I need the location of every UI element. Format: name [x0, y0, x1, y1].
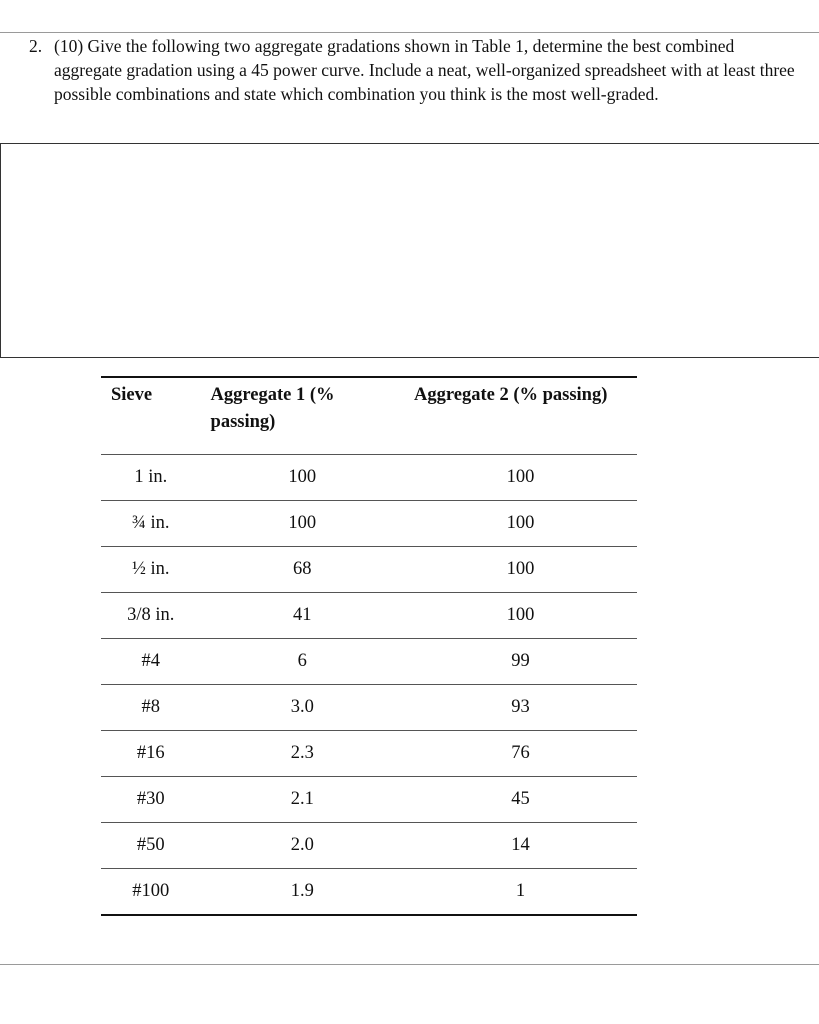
table-row [101, 639, 637, 685]
aggregate-2-cell: 76 [404, 731, 637, 777]
sieve-cell: ¾ in. [101, 501, 201, 547]
aggregate-1-cell: 2.1 [201, 777, 404, 823]
gradation-table [101, 376, 637, 916]
table-row [101, 685, 637, 731]
aggregate-2-cell: 99 [404, 639, 637, 685]
aggregate-2-cell: 45 [404, 777, 637, 823]
aggregate-2-cell: 14 [404, 823, 637, 869]
sieve-cell: ½ in. [101, 547, 201, 593]
aggregate-2-cell: 1 [404, 869, 637, 916]
bottom-divider [0, 964, 819, 965]
table-row [101, 547, 637, 593]
top-divider [0, 32, 819, 33]
sieve-cell: #100 [101, 869, 201, 916]
question-block [29, 34, 799, 106]
header-aggregate-1: Aggregate 1 (% passing) [201, 377, 404, 455]
header-aggregate-2: Aggregate 2 (% passing) [404, 377, 637, 455]
sieve-cell: #50 [101, 823, 201, 869]
table-row [101, 777, 637, 823]
sieve-cell: #30 [101, 777, 201, 823]
aggregate-1-cell: 3.0 [201, 685, 404, 731]
aggregate-1-cell: 100 [201, 501, 404, 547]
sieve-cell: 1 in. [101, 455, 201, 501]
table-row [101, 501, 637, 547]
sieve-cell: #16 [101, 731, 201, 777]
sieve-cell: #4 [101, 639, 201, 685]
aggregate-2-cell: 100 [404, 501, 637, 547]
table-row [101, 593, 637, 639]
table-row [101, 823, 637, 869]
table-row [101, 455, 637, 501]
aggregate-1-cell: 1.9 [201, 869, 404, 916]
question-text: (10) Give the following two aggregate gradations shown in Table 1, determine the best combined aggregate gradation using a 45 power curve. Include a neat, well-organized spreadsheet with at least three possible combinations and state which combination you think is the most well-graded. [54, 36, 795, 104]
sieve-cell: 3/8 in. [101, 593, 201, 639]
aggregate-1-cell: 100 [201, 455, 404, 501]
table-header-row [101, 377, 637, 455]
sieve-cell: #8 [101, 685, 201, 731]
aggregate-1-cell: 2.0 [201, 823, 404, 869]
aggregate-1-cell: 6 [201, 639, 404, 685]
aggregate-1-cell: 2.3 [201, 731, 404, 777]
aggregate-2-cell: 100 [404, 547, 637, 593]
table-row [101, 869, 637, 916]
aggregate-1-cell: 41 [201, 593, 404, 639]
aggregate-2-cell: 100 [404, 593, 637, 639]
question-number: 2. [29, 36, 43, 56]
aggregate-2-cell: 100 [404, 455, 637, 501]
header-sieve: Sieve [101, 377, 201, 455]
aggregate-2-cell: 93 [404, 685, 637, 731]
aggregate-1-cell: 68 [201, 547, 404, 593]
answer-box[interactable] [0, 143, 819, 358]
table-row [101, 731, 637, 777]
